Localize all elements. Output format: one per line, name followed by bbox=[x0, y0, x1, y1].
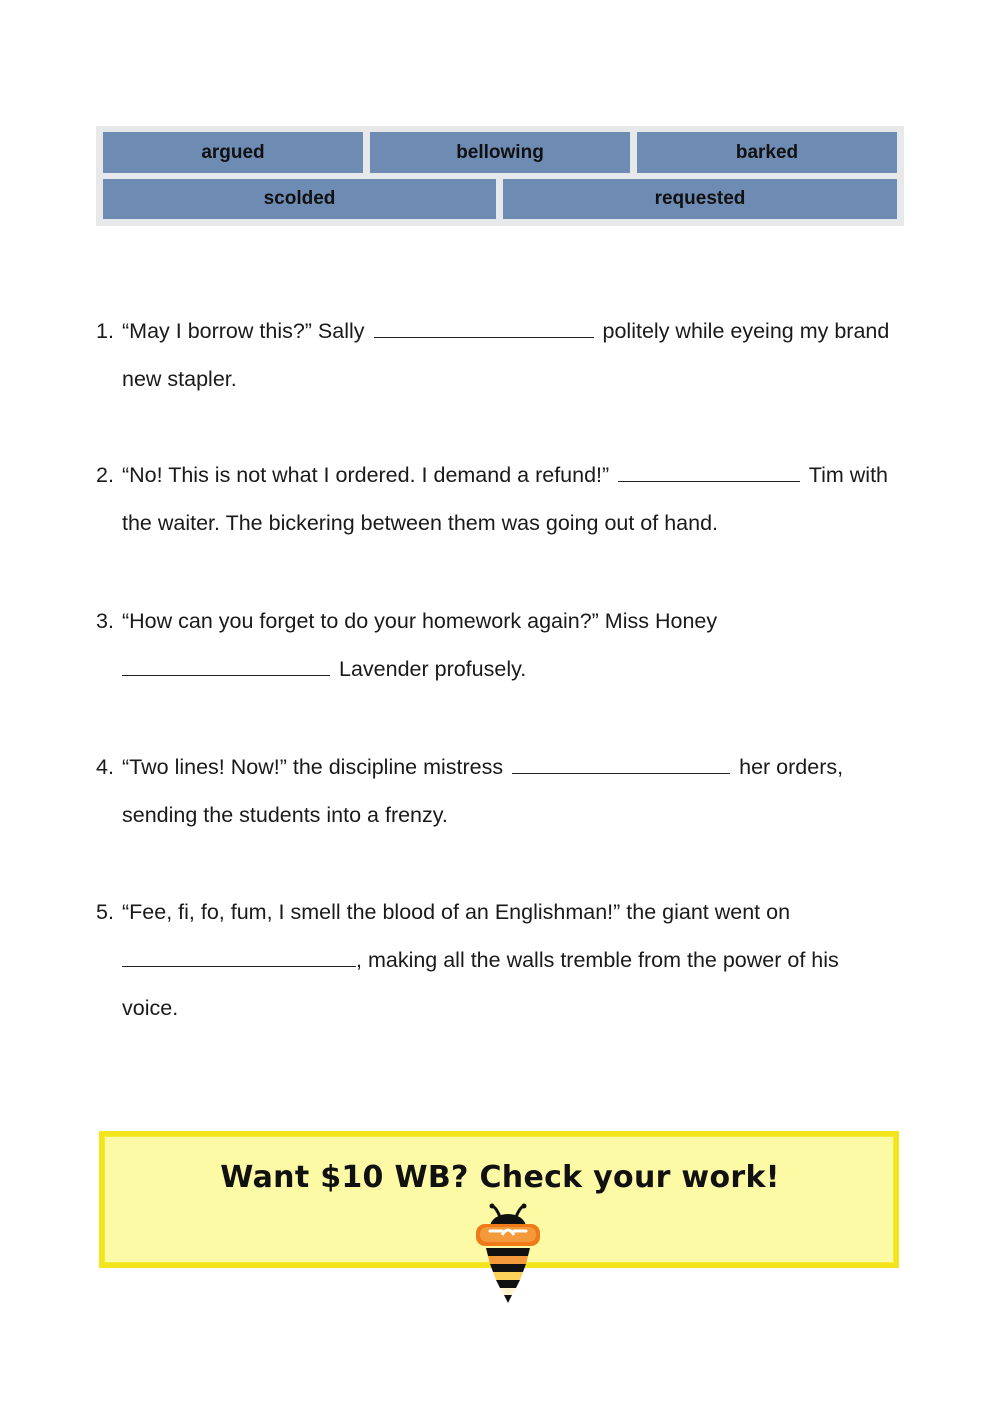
question-number: 5. bbox=[96, 900, 114, 924]
question-text-before: “How can you forget to do your homework again?” Miss Honey bbox=[122, 609, 718, 633]
question-number: 1. bbox=[96, 319, 114, 343]
word-tile-requested[interactable]: requested bbox=[503, 179, 897, 219]
question-5 bbox=[96, 888, 896, 1032]
word-tile-barked[interactable]: barked bbox=[637, 132, 897, 173]
question-text-after: , making all the walls tremble from the power of his voice. bbox=[122, 948, 839, 1020]
question-text-before: “Fee, fi, fo, fum, I smell the blood of an Englishman!” the giant went on bbox=[122, 900, 791, 924]
question-number: 3. bbox=[96, 609, 114, 633]
question-number: 2. bbox=[96, 463, 114, 487]
answer-blank-2[interactable] bbox=[618, 463, 800, 482]
answer-blank-1[interactable] bbox=[374, 319, 594, 338]
question-2 bbox=[96, 451, 896, 547]
bee-mascot-icon bbox=[472, 1203, 544, 1309]
question-text-after: Lavender profusely. bbox=[338, 657, 527, 681]
question-3 bbox=[96, 597, 896, 693]
word-tile-scolded[interactable]: scolded bbox=[103, 179, 496, 219]
word-bank bbox=[96, 126, 904, 226]
question-text-after: her orders, sending the students into a frenzy. bbox=[122, 755, 844, 827]
question-1 bbox=[96, 307, 896, 403]
question-4 bbox=[96, 743, 896, 839]
word-tile-bellowing[interactable]: bellowing bbox=[370, 132, 630, 173]
question-text-before: “Two lines! Now!” the discipline mistress bbox=[122, 755, 504, 779]
question-number: 4. bbox=[96, 755, 114, 779]
question-text-before: “No! This is not what I ordered. I demand a refund!” bbox=[122, 463, 610, 487]
word-tile-argued[interactable]: argued bbox=[103, 132, 363, 173]
answer-blank-3[interactable] bbox=[122, 657, 330, 676]
question-text-before: “May I borrow this?” Sally bbox=[122, 319, 365, 343]
question-text-after: politely while eyeing my brand new stapler. bbox=[122, 319, 890, 391]
answer-blank-4[interactable] bbox=[512, 755, 730, 774]
question-text-after: Tim with the waiter. The bickering between them was going out of hand. bbox=[122, 463, 888, 535]
answer-blank-5[interactable] bbox=[122, 948, 356, 967]
check-work-button[interactable]: Want $10 WB? Check your work! bbox=[220, 1160, 780, 1195]
